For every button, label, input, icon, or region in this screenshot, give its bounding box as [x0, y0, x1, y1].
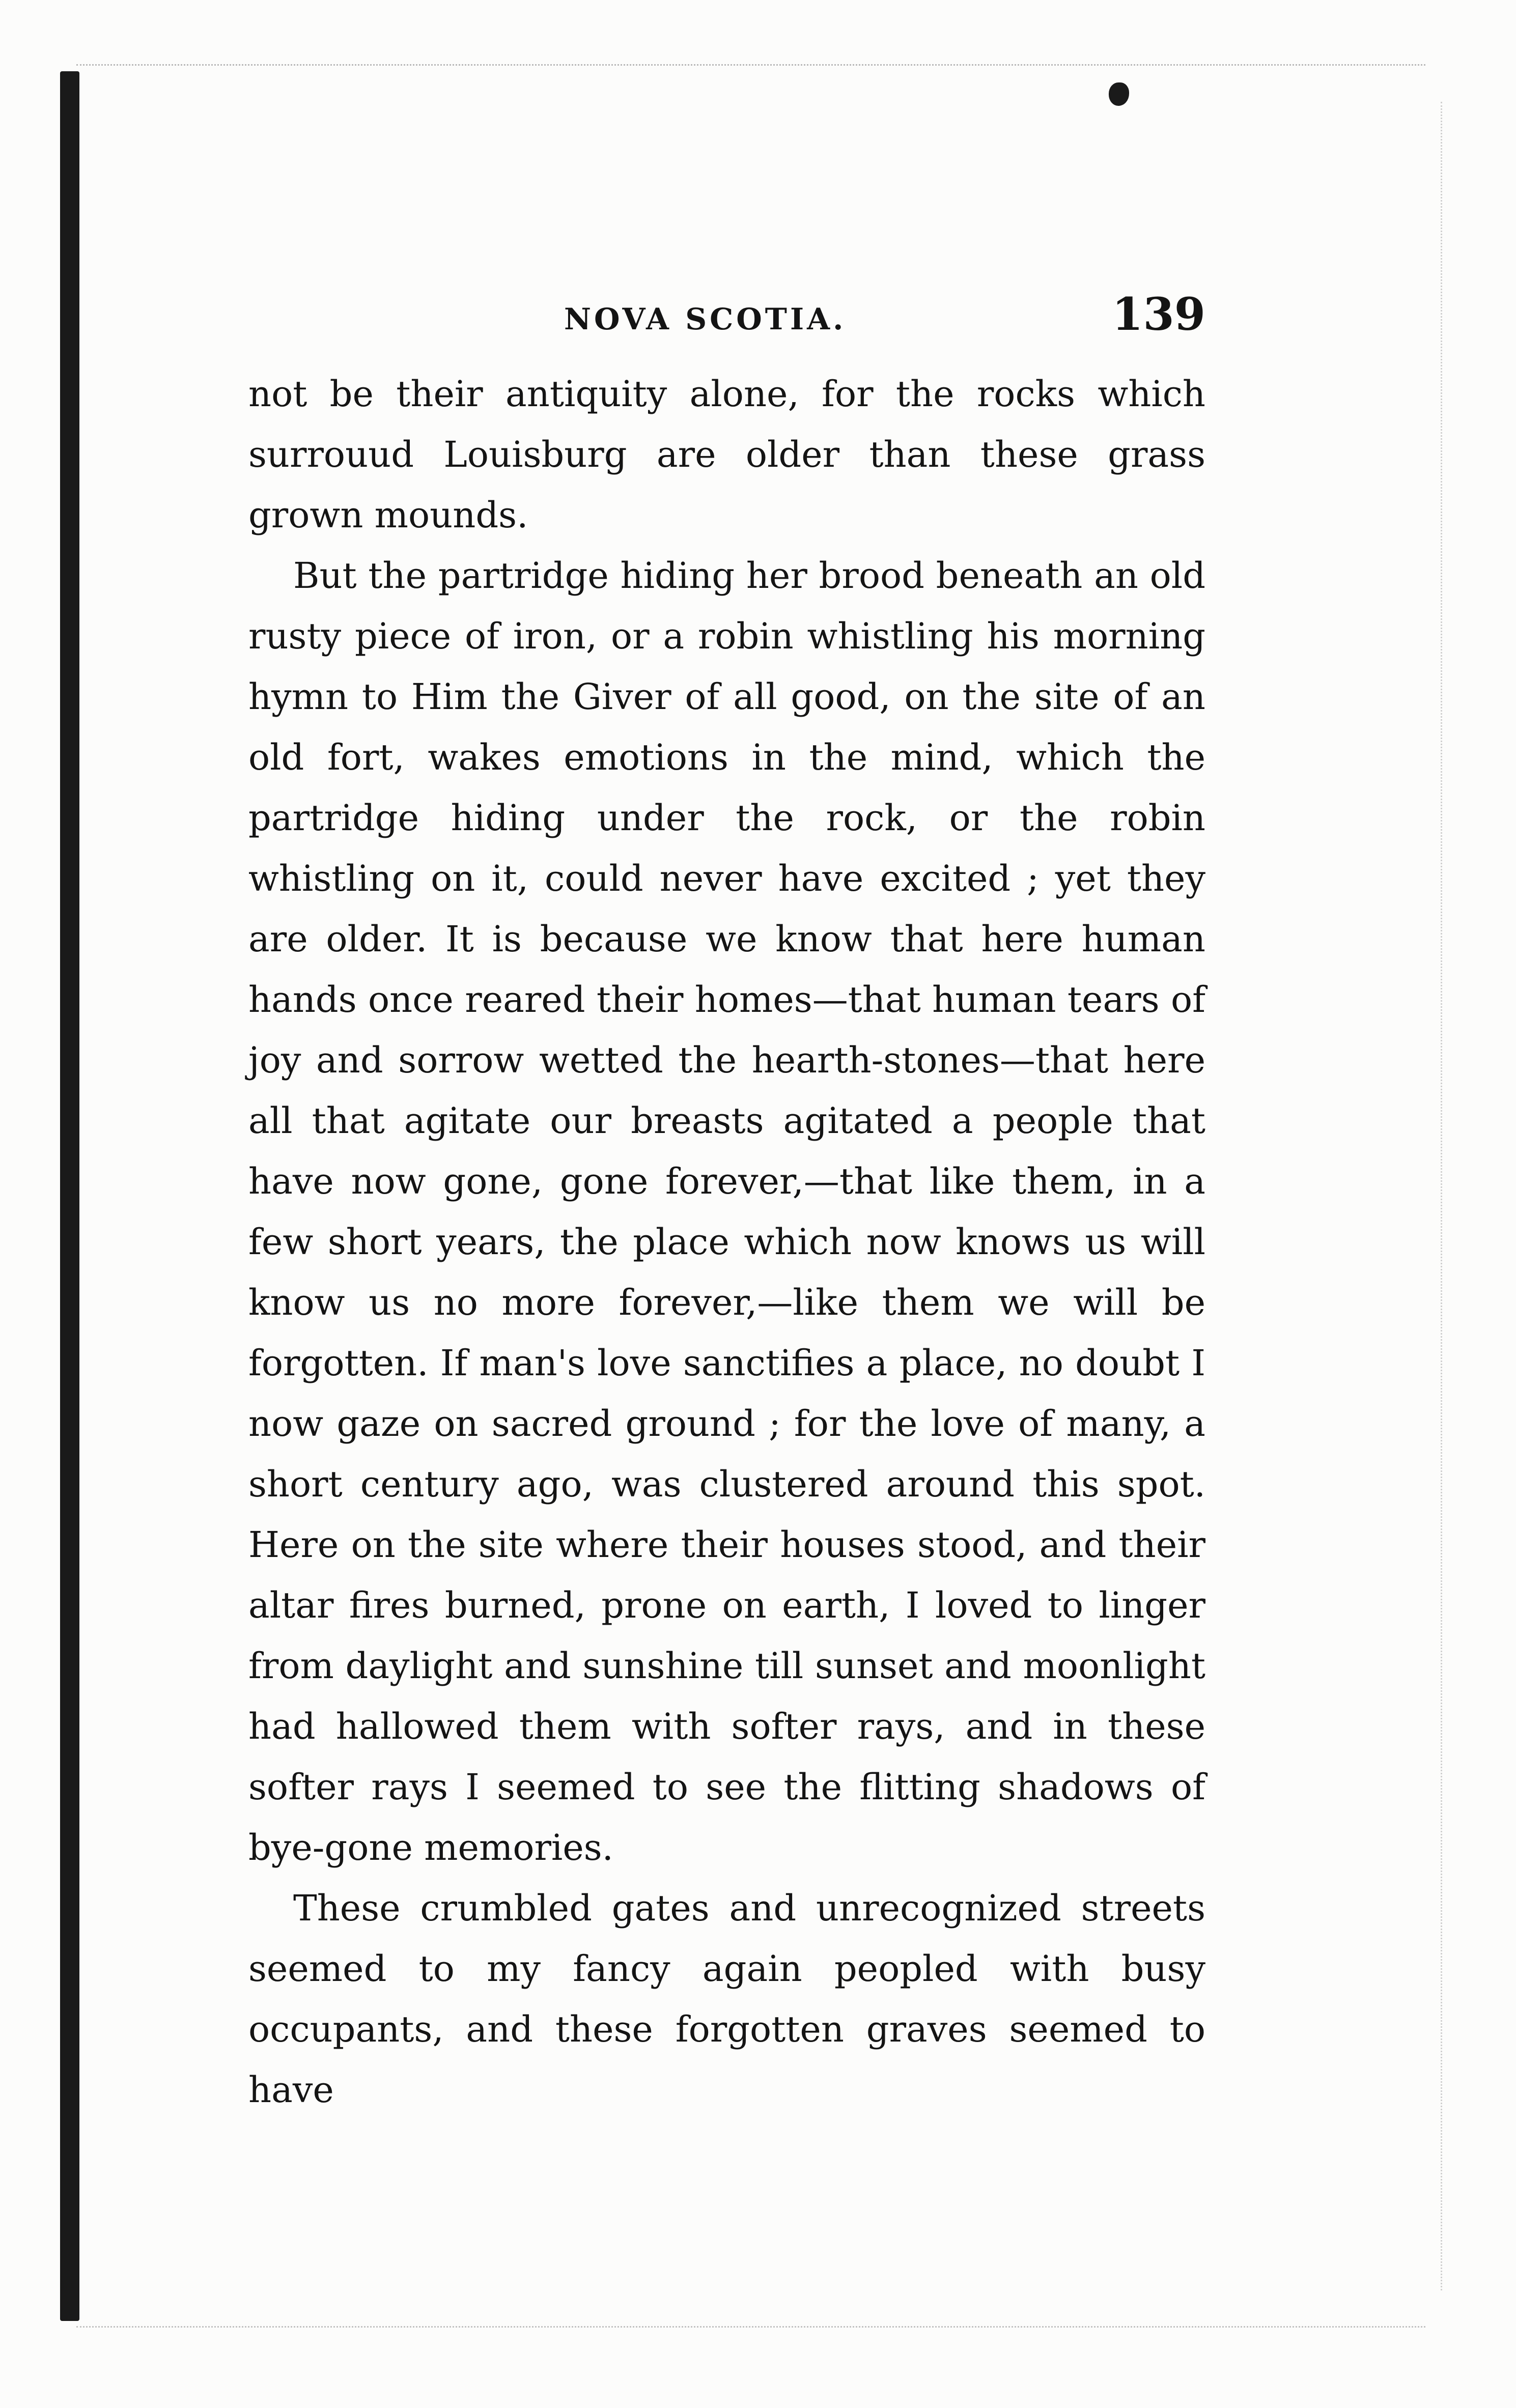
- scan-edge-bottom: [76, 2326, 1425, 2328]
- ink-blot: [1109, 82, 1129, 106]
- paragraph-1: not be their antiquity alone, for the rocks which surrouud Louisburg are older than these grass grown mounds.: [248, 373, 1205, 536]
- scan-edge-right: [1441, 102, 1442, 2290]
- running-head: [248, 288, 1205, 359]
- binding-edge: [60, 71, 79, 2321]
- scan-edge-top: [76, 64, 1425, 66]
- paragraph-3: These crumbled gates and unrecognized streets seemed to my fancy again peopled with busy occupants, and these forgotten graves seemed to have: [248, 1887, 1205, 2111]
- body-text: [248, 364, 1205, 2120]
- header-title: NOVA SCOTIA.: [564, 302, 847, 336]
- page-number: 139: [1112, 288, 1205, 341]
- paragraph-2: But the partridge hiding her brood beneath an old rusty piece of iron, or a robin whistling his morning hymn to Him the Giver of all good, on the site of an old fort, wakes emotions in the mind, which the partridge hiding under the rock, or the robin whistling on it, could never have excited ; yet they are older. It is because we know that here human hands once reared their homes—that human tears of joy and sorrow wetted the hearth-stones—that here all that agitate our breasts agitated a people that have now gone, gone forever,—that like them, in a few short years, the place which now knows us will know us no more forever,—like them we will be forgotten. If man's love sanctifies a place, no doubt I now gaze on sacred ground ; for the love of many, a short century ago, was clustered around this spot. Here on the site where their houses stood, and their altar fires burned, prone on earth, I loved to linger from daylight and sunshine till sunset and moonlight had hallowed them with softer rays, and in these softer rays I seemed to see the flitting shadows of bye-gone memories.: [248, 555, 1205, 1868]
